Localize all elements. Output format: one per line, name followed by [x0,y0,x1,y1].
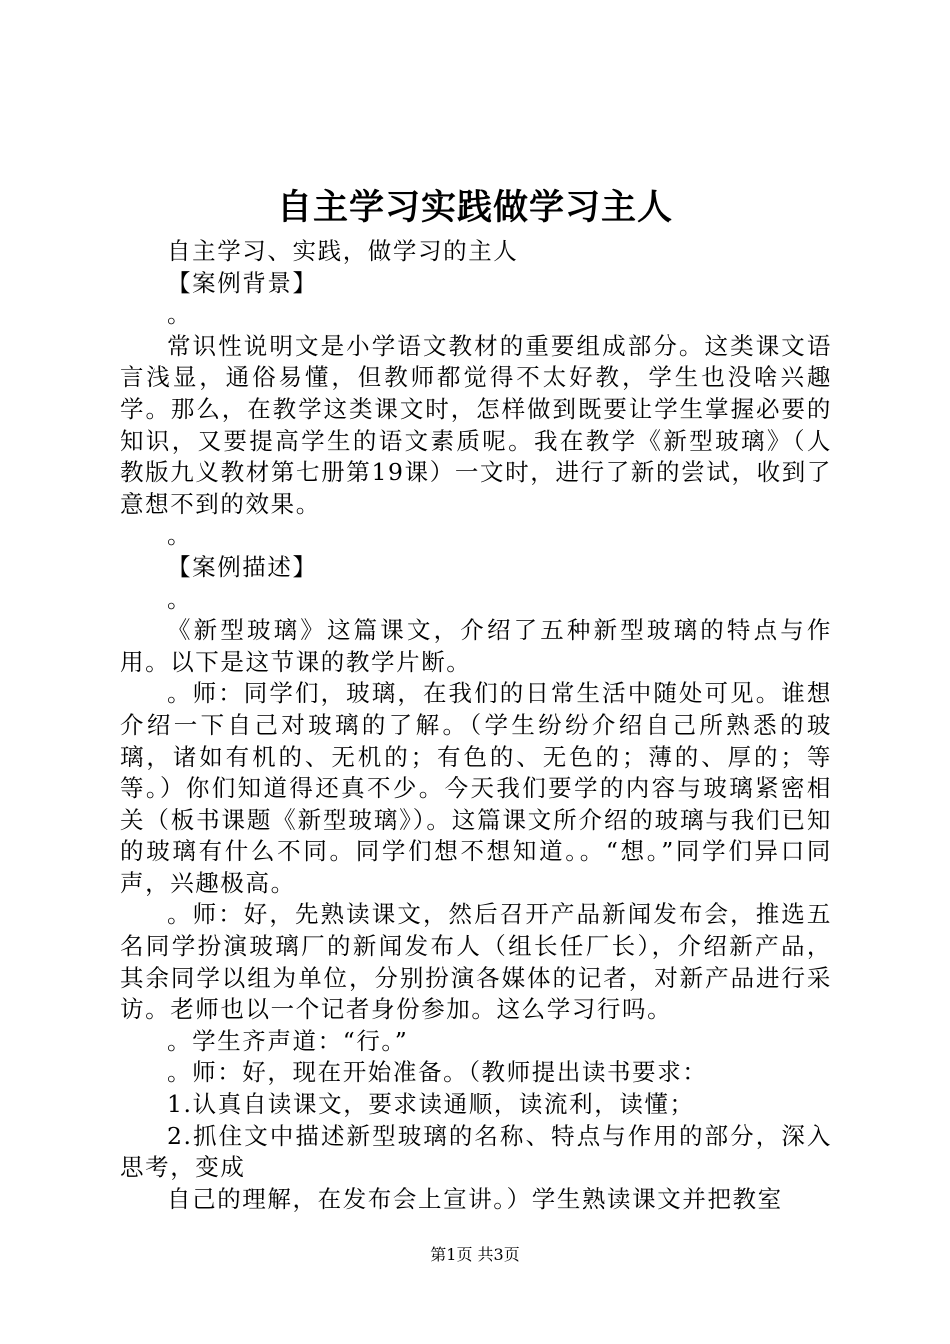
paragraph-continuation: 自己的理解，在发布会上宣讲。）学生熟读课文并把教室 [167,1184,783,1213]
paragraph-mark: 。 [167,521,193,550]
paragraph-teacher-1: 。师：同学们，玻璃，在我们的日常生活中随处可见。谁想介绍一下自己对玻璃的了解。（学生纷纷介绍自己所熟悉的玻璃，诸如有机的、无机的；有色的、无色的；薄的、厚的；等等。）你们知道得还真不少。今天我们要学的内容与玻璃紧密相关（板书课题《新型玻璃》）。这篇课文所介绍的玻璃与我们已知的玻璃有什么不同。同学们想不想知道。。“想。”同学们异口同声，兴趣极高。 [120,679,832,897]
paragraph-students: 。学生齐声道：“行。” [167,1026,409,1055]
document-body [120,236,832,1215]
paragraph-intro: 《新型玻璃》这篇课文，介绍了五种新型玻璃的特点与作用。以下是这节课的教学片断。 [120,616,832,676]
paragraph-teacher-2: 。师：好，先熟读课文，然后召开产品新闻发布会，推选五名同学扮演玻璃厂的新闻发布人（组长任厂长），介绍新产品，其余同学以组为单位，分别扮演各媒体的记者，对新产品进行采访。老师也以一个记者身份参加。这么学习行吗。 [120,900,832,1024]
section-heading-background: 【案例背景】 [167,268,318,297]
list-item-2: 2.抓住文中描述新型玻璃的名称、特点与作用的部分，深入思考，变成 [120,1121,832,1182]
subtitle-line: 自主学习、实践，做学习的主人 [167,237,519,265]
paragraph-teacher-3: 。师：好，现在开始准备。（教师提出读书要求： [167,1058,708,1087]
paragraph-background: 常识性说明文是小学语文教材的重要组成部分。这类课文语言浅显，通俗易懂，但教师都觉得不太好教，学生也没啥兴趣学。那么，在教学这类课文时，怎样做到既要让学生掌握必要的知识，又要提高学生的语文素质呢。我在教学《新型玻璃》（人教版九义教材第七册第19课）一文时，进行了新的尝试，收到了意想不到的效果。 [120,331,832,518]
section-heading-description: 【案例描述】 [167,552,318,581]
list-item-1: 1.认真自读课文，要求读通顺，读流利，读懂； [167,1090,695,1119]
paragraph-mark: 。 [167,584,193,613]
document-title: 自主学习实践做学习主人 [276,187,673,228]
paragraph-mark: 。 [167,300,193,329]
page-number: 第1页 共3页 [430,1245,520,1264]
